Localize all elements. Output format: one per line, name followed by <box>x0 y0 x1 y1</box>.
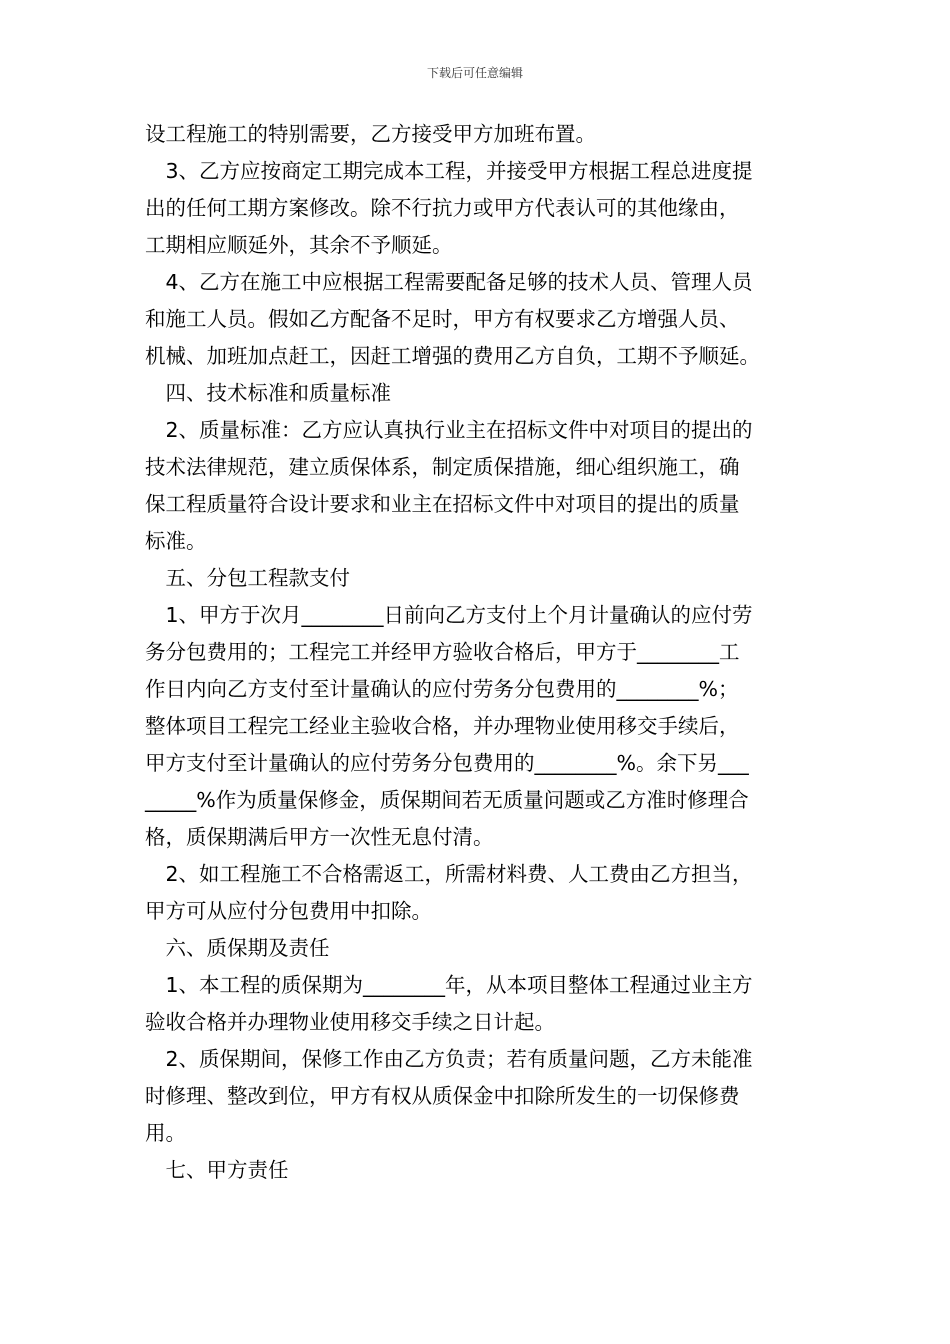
document-body <box>145 116 807 1189</box>
paragraph-line: 甲方支付至计量确认的应付劳务分包费用的________%。余下另___ <box>145 751 749 775</box>
paragraph-line: 务分包费用的；工程完工并经甲方验收合格后，甲方于________工 <box>145 640 740 664</box>
paragraph-line: 1、本工程的质保期为________年，从本项目整体工程通过业主方 <box>145 973 753 997</box>
page-header: 下载后可任意编辑 <box>426 66 523 80</box>
paragraph-line: 技术法律规范，建立质保体系，制定质保措施，细心组织施工，确 <box>145 455 740 479</box>
section-heading: 五、分包工程款支付 <box>145 566 350 590</box>
paragraph-line: 3、乙方应按商定工期完成本工程，并接受甲方根据工程总进度提 <box>145 159 753 183</box>
paragraph-line: 保工程质量符合设计要求和业主在招标文件中对项目的提出的质量 <box>145 492 740 516</box>
paragraph-line: 2、质量标准：乙方应认真执行业主在招标文件中对项目的提出的 <box>145 418 753 442</box>
paragraph-line: 格，质保期满后甲方一次性无息付清。 <box>145 825 494 849</box>
paragraph-line: 整体项目工程完工经业主验收合格，并办理物业使用移交手续后， <box>145 714 740 738</box>
paragraph-line: 工期相应顺延外，其余不予顺延。 <box>145 233 453 257</box>
paragraph-line: 和施工人员。假如乙方配备不足时，甲方有权要求乙方增强人员、 <box>145 307 740 331</box>
paragraph-line: 设工程施工的特别需要，乙方接受甲方加班布置。 <box>145 122 596 146</box>
paragraph-line: 4、乙方在施工中应根据工程需要配备足够的技术人员、管理人员 <box>145 270 753 294</box>
paragraph-line: 2、如工程施工不合格需返工，所需材料费、人工费由乙方担当， <box>145 862 753 886</box>
paragraph-line: 2、质保期间，保修工作由乙方负责；若有质量问题，乙方未能准 <box>145 1047 753 1071</box>
paragraph-line: 机械、加班加点赶工，因赶工增强的费用乙方自负，工期不予顺延。 <box>145 344 760 368</box>
paragraph-line: 时修理、整改到位，甲方有权从质保金中扣除所发生的一切保修费 <box>145 1084 740 1108</box>
paragraph-line: 用。 <box>145 1121 186 1145</box>
paragraph-line: 1、甲方于次月________日前向乙方支付上个月计量确认的应付劳 <box>145 603 753 627</box>
paragraph-line: 甲方可从应付分包费用中扣除。 <box>145 899 432 923</box>
paragraph-line: 作日内向乙方支付至计量确认的应付劳务分包费用的________%； <box>145 677 739 701</box>
paragraph-line: 出的任何工期方案修改。除不行抗力或甲方代表认可的其他缘由， <box>145 196 740 220</box>
paragraph-line: 标准。 <box>145 529 207 553</box>
paragraph-line: 验收合格并办理物业使用移交手续之日计起。 <box>145 1010 555 1034</box>
section-heading: 四、技术标准和质量标准 <box>145 381 391 405</box>
section-heading: 六、质保期及责任 <box>145 936 330 960</box>
section-heading: 七、甲方责任 <box>145 1158 289 1182</box>
paragraph-line: _____%作为质量保修金，质保期间若无质量问题或乙方准时修理合 <box>145 788 749 812</box>
